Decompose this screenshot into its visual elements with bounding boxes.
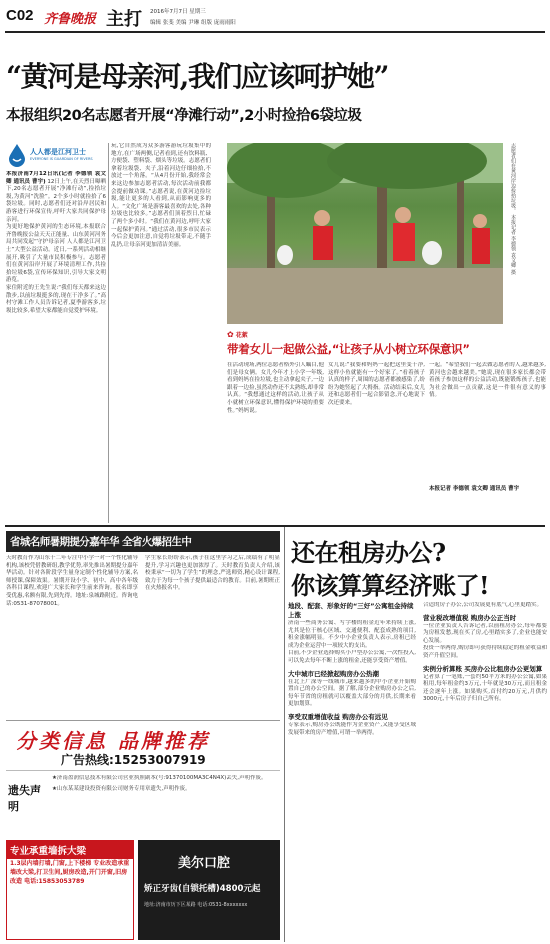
edu-headline: 省城名师暑期提分嘉年华 全省火爆招生中 <box>6 531 280 552</box>
logo-text: 人人都是江河卫士 <box>30 148 86 156</box>
section-rule <box>5 525 545 527</box>
notice-label: 遗失声明 <box>8 784 41 813</box>
classified-header <box>6 720 280 768</box>
rent-body-1: 济南一些商务公寓、写字楼的租金近年来持续上涨,尤其是位于核心区域、交通便利、配套成熟的项目,租金涨幅明显。不少中小企业负责人表示,房租已经成为企业运营中一项较大的支出。 <box>288 620 416 649</box>
mid-column-3: 一起。“希望我们一起去做志愿者的人,越来越多,黄河也会越来越美。”她说,现在很多家长都会带着孩子参加这样的公益活动,既能锻炼孩子,也能为社会做出一点贡献,这是一件很有意义的事情。 <box>429 362 546 399</box>
flower-icon: ✿ <box>227 330 234 339</box>
page-number: C02 <box>6 7 34 24</box>
rent-headline-2: 你该算算经济账了! <box>291 571 490 600</box>
logo-subtext: EVERYONE IS GUARDIAN OF RIVERS <box>30 157 93 161</box>
col1-body1: 12日上午,在天烈日曝晒下,20名志愿者开展“净滩行动”,捡拾垃圾,为黄河“洗脸”。2个多小时就捡拾了6袋垃圾。同时,志愿者们还对沿岸居民和游客进行环保宣传,呼吁大家共同保护母亲河。 <box>6 178 106 223</box>
volunteers-illustration <box>227 143 503 324</box>
rent-left-column <box>288 602 416 940</box>
lead-headline: “黄河是母亲河,我们应该呵护她” <box>6 60 388 93</box>
brand-ad <box>138 840 280 940</box>
rent-subhead-2: 大中城市已经掀起购房办公热潮 <box>288 669 379 678</box>
brand-address: 地址:济南市历下区某路 电话:0531-8xxxxxxx <box>144 902 248 908</box>
campaign-logo <box>6 143 106 169</box>
lead-subheadline: 本报组织20名志愿者开展“净滩行动”,2小时捡拾6袋垃圾 <box>6 108 362 124</box>
rent-body-3: 在北上广深等一线城市,越来越多的中小企业开始购置自己的办公空间。据了解,部分企业购房办公之后,每年节省的房租就可以覆盖大部分的月供,长期来看更加划算。 <box>288 678 416 708</box>
classified-title: 分类信息 品牌推荐 <box>16 729 210 753</box>
header-date: 2016年7月7日 星期三 <box>150 9 206 15</box>
header-editors: 编辑 张斐 美编 尹琳 组版 庞雨雨阳 <box>150 20 236 26</box>
notice-item: ★济南盈润信息技术有限公司营业执照副本(号:91370100MA3C4N4X)丢失,声明作废。 <box>52 775 267 781</box>
sidebar-title: 带着女儿一起做公益,“让孩子从小树立环保意识” <box>227 342 470 356</box>
rent-right-2: 一位企业负责人告诉记者,以前租房办公,每年都要为房租发愁,现在买了房,心里踏实多了,企业也能安心发展。 <box>423 622 547 644</box>
news-photo <box>227 143 503 324</box>
column-byline: 本报记者 李德领 袁文卿 通讯员 曹宇 <box>429 486 520 492</box>
notice-list <box>52 775 278 837</box>
notice-item: ★山东某某建设投资有限公司财务专用章遗失,声明作废。 <box>52 785 191 792</box>
rent-headline-1: 还在租房办公? <box>291 538 446 567</box>
brand-slogan: 矫正牙齿(自锁托槽)4800元起 <box>144 884 261 894</box>
sidebar-tag <box>227 330 248 339</box>
vertical-divider <box>284 527 285 942</box>
article-column-1 <box>6 171 106 523</box>
moving-ad-title: 专业承重墙拆大梁 <box>7 841 133 859</box>
col1-body2: 为更好地保护黄河的生态环境,本报联合齐鲁晚报公益天天正能量、山东黄河河务局共同发起“守护母亲河 人人都是江河卫士”大型公益活动。近日,一系列活动相继展开,吸引了大量市民积极参与。志愿者们在黄河沿岸开展了环境清理工作,共捡拾垃圾6袋,宣传环保知识,引导大家文明游览。 <box>6 224 106 284</box>
mid-column-2: 女儿说:“我要和妈妈一起把这里变干净,这样小鱼就能有一个好家了。”看着孩子认真的样子,周围的志愿者都被感染了,纷纷为她竖起了大拇指。活动结束后,女儿还和志愿者们一起合影留念,开心地说下次还要来。 <box>328 362 425 406</box>
rent-subhead-5: 实例分析算账 买房办公比租房办公更划算 <box>423 664 543 673</box>
edu-body: 天时教育作为山东十二年专注中小学一对一个性化辅导机构,该校凭借教研组,教学优势,率先推出暑期提分嘉年华活动。针对各阶段学生量身定制个性化辅导方案,名师授课,保障效果。暑期开设小学、初中、高中各年级各科目课程,欢迎广大家长和学生前来咨询。报名即享受优惠,名额有限,先到先得。地址:泉城路附近。咨询电话:0531-87078001。 <box>6 555 138 607</box>
sidebar-tag-label: 花絮 <box>235 332 248 339</box>
moving-ad <box>6 840 134 940</box>
brand-name: 美尔口腔 <box>178 856 231 871</box>
rent-right-3: 投资一举两得,购房即可获得持续稳定的租金收益和资产升值空间。 <box>423 645 547 659</box>
rent-right-4: 记者算了一笔账,一套约50平方米的办公公寓,如果租用,每年租金约3万元,十年就是30万元,而且租金还会逐年上涨。如果购买,首付约20万元,月供约3000元,十年后房子归自己所有。 <box>423 673 547 703</box>
rent-subhead-1: 地段、配套、形象好的“三好”公寓租金持续上涨 <box>288 602 414 619</box>
col-divider <box>108 143 109 523</box>
section-name: 主打 <box>106 9 142 30</box>
water-drop-icon <box>6 143 28 167</box>
moving-ad-body: 1.3层内墙打墙,门窗,上下楼梯 专业改造承重 墙改大梁,打卫生间,厨房改造,开门开窗,旧房改造 电话:15853053789 <box>10 860 130 885</box>
rent-body-2: 目前,不少企业选择购买小户型办公公寓,一次性投入,可以免去每年不断上涨的租金,还能享受资产增值。 <box>288 650 416 664</box>
rent-right-1: 合适的房子办公,公司发展更有底气,心里更踏实。 <box>423 602 542 608</box>
ad-rule <box>6 770 280 771</box>
header-rule <box>5 31 545 33</box>
col1-body3: 家住附近的王先生说:“我们每天都来这边散步,以前垃圾挺多的,现在干净多了。”高村守滩工作人员告诉记者,夏季游客多,垃圾比较多,希望大家都能自觉爱护环境。 <box>6 284 106 314</box>
edu-body-2: 学生家长纷纷表示,孩子在这里学习之后,成绩有了明显提升,学习兴趣也更加浓厚了。天时教育负责人介绍,该校秉承“一切为了学生”的理念,严选师资,精心设计课程,致力于为每一个孩子提供最适合的教育。目前,暑期班正在火热报名中。 <box>145 555 280 592</box>
photo-credit: 志愿者们在黄河岸边捡拾垃圾。 本报记者 李德领 袁文卿 摄 <box>510 143 516 275</box>
masthead: 齐鲁晚报 <box>44 12 97 27</box>
mid-column-1: 在活动现场,两位志愿者格外引人瞩目,他们是母女俩。女儿今年才上小学一年级,看到妈妈在捡垃圾,也主动拿起夹子,一边跟着一边捡,虽然动作还不太熟练,却非常认真。“我想通过这样的活动,让孩子从小就树立环保意识,懂得保护环境的重要性。”妈妈说。 <box>227 362 324 414</box>
rent-right-column <box>423 602 547 940</box>
dateline: 本报济南7月12日讯(记者 李德领 袁文卿 通讯员 曹宇) <box>6 171 106 185</box>
rent-subhead-4: 营业税改增值税 购房办公正当时 <box>423 613 517 622</box>
rent-subhead-3: 享受双重增值收益 购房办公有远见 <box>288 712 388 721</box>
ad-hotline: 广告热线:15253007919 <box>61 753 206 767</box>
rent-body-4: 专家表示,购房办公既能作为企业资产,又能享受区域发展带来的房产增值,可谓一举两得。 <box>288 721 416 736</box>
article-column-2: 玩,它自然成为众多游客游玩垃圾集中的地方,在广场两侧,记者看到,还有饮料瓶、方便袋、塑料袋、烟头等垃圾。志愿者们拿着垃圾袋、夹子,沿着河边仔细捡拾,不放过一个角落。“从4月份开始,我经常会来这边参加志愿者活动,每次活动前我都会提前做功课。”志愿者说,在黄河边捡垃圾,能让更多的人看到,从而影响更多的人。“文化广场是游客最喜欢的去处,各种垃圾也比较多。”志愿者们顶着烈日,忙碌了两个多小时。“我们在黄河边,呼吁大家一起保护黄河。”通过活动,很多市民表示今后会更加注意,自觉将垃圾带走,不随手乱扔,让母亲河更加清洁美丽。 <box>111 143 211 248</box>
